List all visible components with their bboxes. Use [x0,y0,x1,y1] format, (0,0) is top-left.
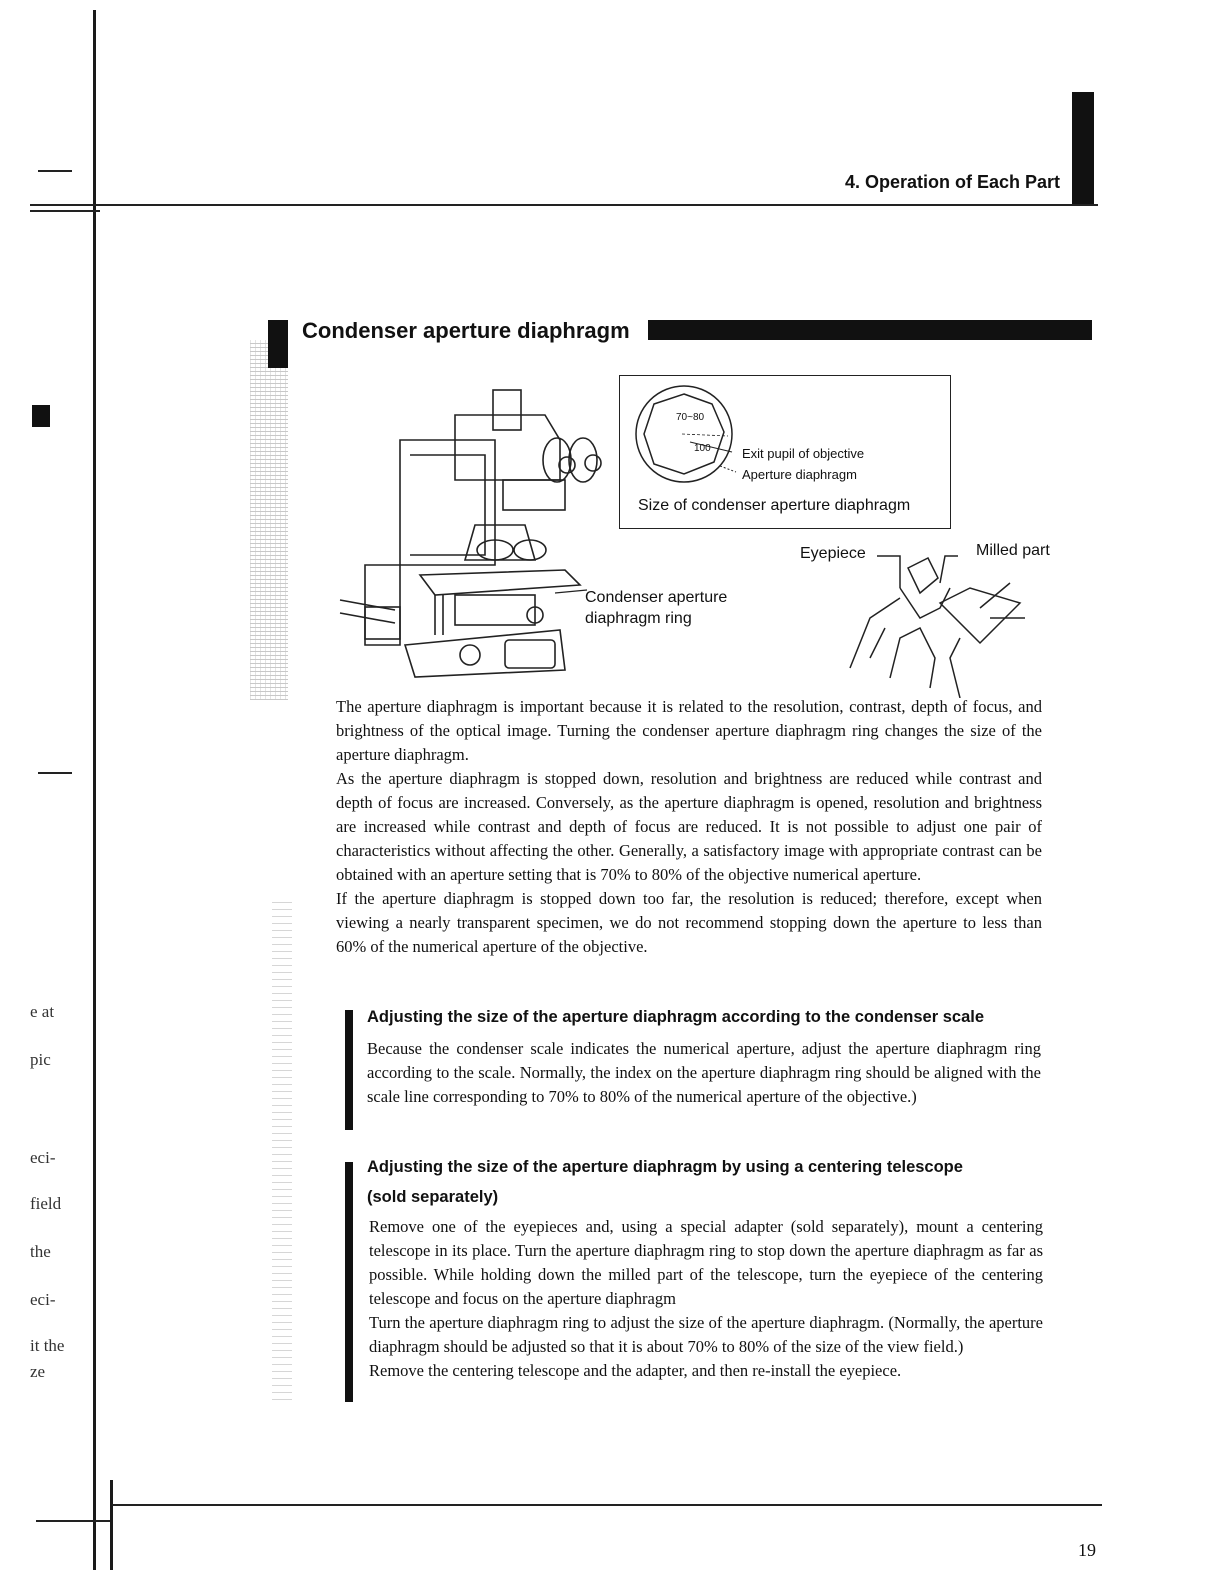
subsection-paragraph: Remove one of the eyepieces and, using a special adapter (sold separately), mount a centering telescope in its place. Turn the aperture diaphragm ring to stop down the aperture diaphragm as far as possible. While holding down the milled part of the telescope, turn the eyepiece of the centering telescope and focus on the aperture diaphragm [369,1217,1043,1308]
margin-fragment: the [30,1242,51,1261]
subsection-text [369,1215,1043,1383]
header-tab-block [1072,92,1094,206]
subsection-text [367,1037,1041,1109]
margin-dash [38,170,72,172]
margin-fragment: eci- [30,1148,56,1167]
page-number: 19 [1078,1540,1096,1560]
margin-fragment: field [30,1194,62,1213]
body-text [336,695,1042,959]
ring-label: Condenser aperture [585,589,728,606]
aperture-diagram [632,382,742,492]
section-title: Condenser aperture diaphragm [302,318,630,343]
subsection-paragraph: Turn the aperture diaphragm ring to adjust the size of the aperture diaphragm. (Normally, the aperture diaphragm should be adjusted so that it is about 70% to 80% of the size of the view field.) [369,1313,1043,1356]
subsection-title-line2: (sold separately) [367,1188,499,1206]
margin-fragment: eci- [30,1290,56,1309]
margin-block [32,405,50,427]
footer-rule [112,1504,1102,1506]
margin-fragment: e at [30,1002,55,1021]
eyepiece-label: Eyepiece [800,545,866,562]
ring-label: diaphragm ring [585,610,692,627]
subsection-bar [345,1162,353,1402]
scan-noise [272,900,292,1400]
body-paragraph: As the aperture diaphragm is stopped down, resolution and brightness are reduced while contrast and depth of focus are increased. Conversely, as the aperture diaphragm is opened, resolution and brightness are increased while contrast and depth of focus are reduced. It is not possible to adjust one pair of characteristics without affecting the other. Generally, a satisfactory image with appropriate contrast can be obtained with an aperture setting that is 70% to 80% of the objective numerical aperture. [336,769,1042,884]
section-title-bar [648,320,1092,340]
box-caption: Size of condenser aperture diaphragm [638,497,911,514]
subsection-bar [345,1010,353,1130]
margin-rule-bottom [36,1520,110,1522]
subsection-paragraph: Because the condenser scale indicates the numerical aperture, adjust the aperture diaphragm ring according to the scale. Normally, the index on the aperture diaphragm ring should be aligned with the scale line corresponding to 70% to 80% of the numerical aperture of the objective.) [367,1039,1041,1106]
subsection-title: Adjusting the size of the aperture diaphragm according to the condenser scale [367,1008,985,1026]
binding-spine [93,10,96,1570]
margin-rule [30,210,100,212]
scale-label: 70~80 [676,412,705,423]
page-header-title: 4. Operation of Each Part [844,172,1060,192]
body-paragraph: If the aperture diaphragm is stopped down too far, the resolution is reduced; therefore, except when viewing a nearly transparent specimen, we do not recommend stopping down the aperture to less than 60% of the numerical aperture of the objective. [336,889,1042,956]
microscope-illustration [335,385,605,680]
scale-100-label: 100 [694,443,711,454]
margin-fragment: it the [30,1336,65,1355]
section-marker [268,320,288,368]
margin-dash [38,772,72,774]
header-rule [30,204,1098,206]
scan-noise [250,340,288,700]
subsection-paragraph: Remove the centering telescope and the adapter, and then re-install the eyepiece. [369,1361,902,1380]
milled-part-label: Milled part [976,542,1050,559]
binding-spine-lower [110,1480,113,1570]
aperture-diaphragm-label: Aperture diaphragm [742,467,857,482]
subsection-title: Adjusting the size of the aperture diaphragm by using a centering telescope [367,1158,963,1176]
margin-fragment: pic [30,1050,51,1069]
margin-fragment: ze [30,1362,46,1381]
centering-telescope-illustration [840,548,1030,698]
exit-pupil-label: Exit pupil of objective [742,446,865,461]
body-paragraph: The aperture diaphragm is important because it is related to the resolution, contrast, depth of focus, and brightness of the optical image. Turning the condenser aperture diaphragm ring changes the size of the aperture diaphragm. [336,697,1042,764]
